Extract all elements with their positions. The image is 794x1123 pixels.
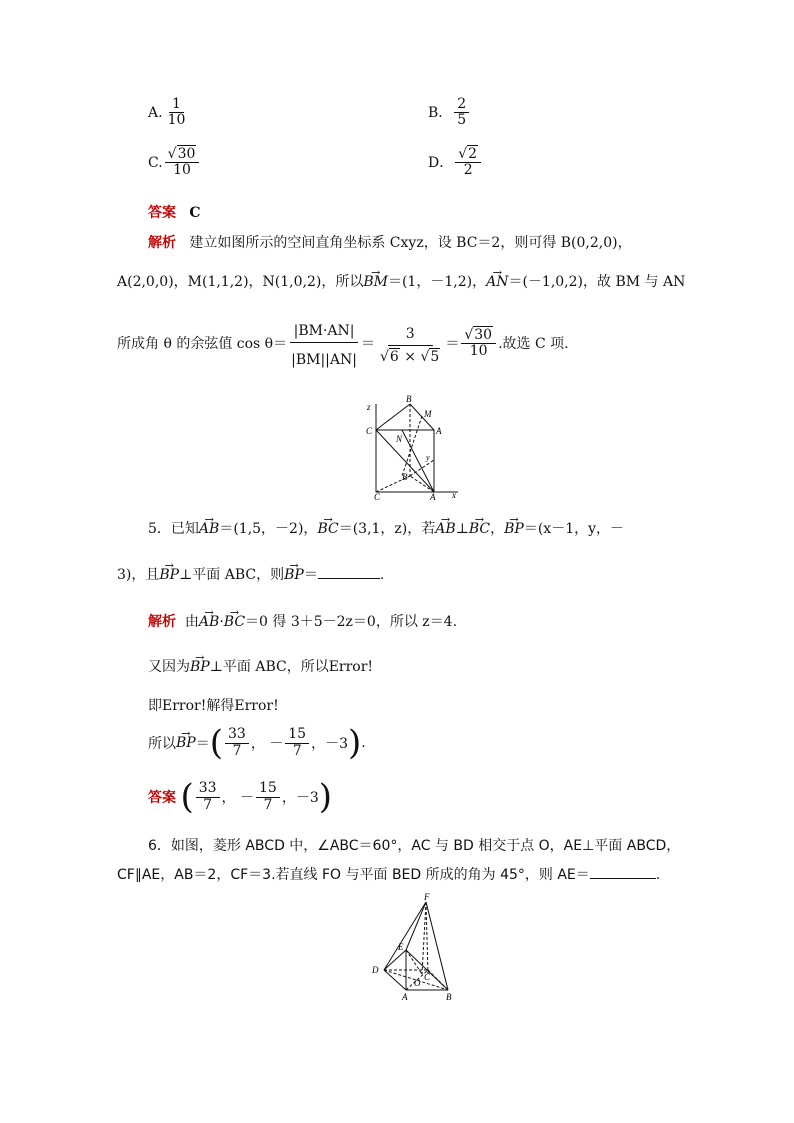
q6-stem-line1: 6．如图，菱形 ABCD 中，∠ABC＝60°，AC 与 BD 相交于点 O，AE⊥平面 ABCD， [148, 838, 681, 854]
option-b [428, 97, 471, 129]
label-c1: C [366, 426, 373, 436]
q5-solution-line4: 所以 → BP ＝ ( $\frac{33}{7}$ ， － $\frac{15}{7}$ ，－3 ) . [148, 726, 366, 760]
q5-solution-line1: 解析 由→ AB·→ BC＝0 得 3＋5－2z＝0，所以 z＝4. [148, 611, 457, 631]
label-m: M [424, 409, 432, 419]
label-a2: A [402, 992, 408, 1002]
q4-answer [148, 202, 201, 222]
label-d: D [372, 965, 379, 975]
q4-analysis-line3: 所成角 θ 的余弦值 cos θ＝ $\frac{|BM\cdot AN|}{|BM||AN|}$ ＝ $\frac{3}{√6 \times √5}$ ＝ $\frac{√30}{10}$ .故选 C 项. [117, 318, 569, 369]
vector-an: → AN [486, 274, 508, 290]
label-c: C [374, 492, 381, 500]
figure-rhombus-solid [366, 890, 466, 1005]
q5-solution-line2: 又因为→ BP⊥平面 ABC，所以Error! [148, 656, 373, 676]
option-d-prefix: D． [428, 154, 454, 171]
option-d-den: 2 [463, 162, 473, 179]
option-b-num: 2 [454, 97, 469, 113]
q6-answer-blank [590, 866, 656, 879]
label-a1: A [436, 426, 442, 436]
label-x: x [452, 490, 456, 500]
vector-bm: → BM [363, 274, 388, 290]
option-a [148, 97, 190, 129]
option-b-fraction [454, 97, 469, 129]
label-f: F [424, 892, 430, 902]
q4-text-line1: 建立如图所示的空间直角坐标系 Cxyz，设 BC＝2，则可得 B(0,2,0)， [189, 235, 632, 251]
q5-analysis-label: 解析 [148, 614, 176, 630]
q5-solution-line3: 即Error!解得Error! [148, 698, 279, 714]
q4-answer-value: C [189, 205, 201, 221]
q6-stem-line2: CF∥AE，AB＝2，CF＝3.若直线 FO 与平面 BED 所成的角为 45°，则 AE＝ . [117, 867, 661, 883]
option-a-den: 10 [167, 112, 186, 129]
option-a-fraction [165, 97, 189, 129]
label-c2: C [424, 972, 431, 982]
q5-answer-label: 答案 [148, 790, 176, 806]
q5-answer: 答案 ( $\frac{33}{7}$ ， － $\frac{15}{7}$ ，－3 ) [148, 777, 333, 817]
option-c-num: √30 [165, 147, 200, 163]
cos-fraction-2: $\frac{3}{√6 \times √5}$ [377, 321, 443, 366]
cos-fraction: $\frac{|BM\cdot AN|}{|BM||AN|}$ [288, 318, 360, 369]
cos-fraction-3: $\frac{√30}{10}$ [461, 328, 496, 360]
label-e: E [398, 942, 404, 952]
option-d-num: √2 [455, 147, 481, 163]
option-d-fraction [455, 147, 481, 179]
label-y: y [426, 453, 430, 462]
label-o: O [414, 978, 421, 988]
option-d [428, 147, 483, 179]
option-b-prefix: B． [428, 104, 453, 121]
q5-stem-line2: 3)，且→ BP⊥平面 ABC，则→ BP＝ . [117, 564, 384, 584]
option-c-prefix: C. [148, 154, 163, 171]
q4-analysis-line1 [148, 232, 632, 252]
label-b: B [402, 472, 408, 482]
option-a-num: 1 [169, 97, 184, 113]
label-b2: B [446, 992, 452, 1002]
option-b-den: 5 [457, 112, 467, 129]
q4-answer-label: 答案 [148, 205, 176, 221]
label-n: N [396, 434, 403, 444]
label-b1: B [406, 394, 412, 404]
option-c [148, 147, 201, 179]
option-c-den: 10 [173, 162, 191, 179]
label-z: z [367, 402, 371, 412]
label-a: A [430, 492, 436, 500]
option-a-prefix: A. [148, 104, 163, 121]
option-c-fraction [165, 147, 200, 179]
figure-prism [362, 392, 472, 500]
q4-analysis-line2: A(2,0,0)，M(1,1,2)，N(1,0,2)，所以→ BM＝(1，－1,2)，→ AN＝(－1,0,2)，故 BM 与 AN [117, 271, 685, 291]
q4-analysis-label: 解析 [148, 235, 176, 251]
q5-stem-line1: 5．已知→ AB＝(1,5，－2)，→ BC＝(3,1，z)，若→ AB⊥→ BC，→ BP＝(x－1，y，－ [148, 518, 624, 538]
q5-answer-blank [318, 566, 380, 579]
